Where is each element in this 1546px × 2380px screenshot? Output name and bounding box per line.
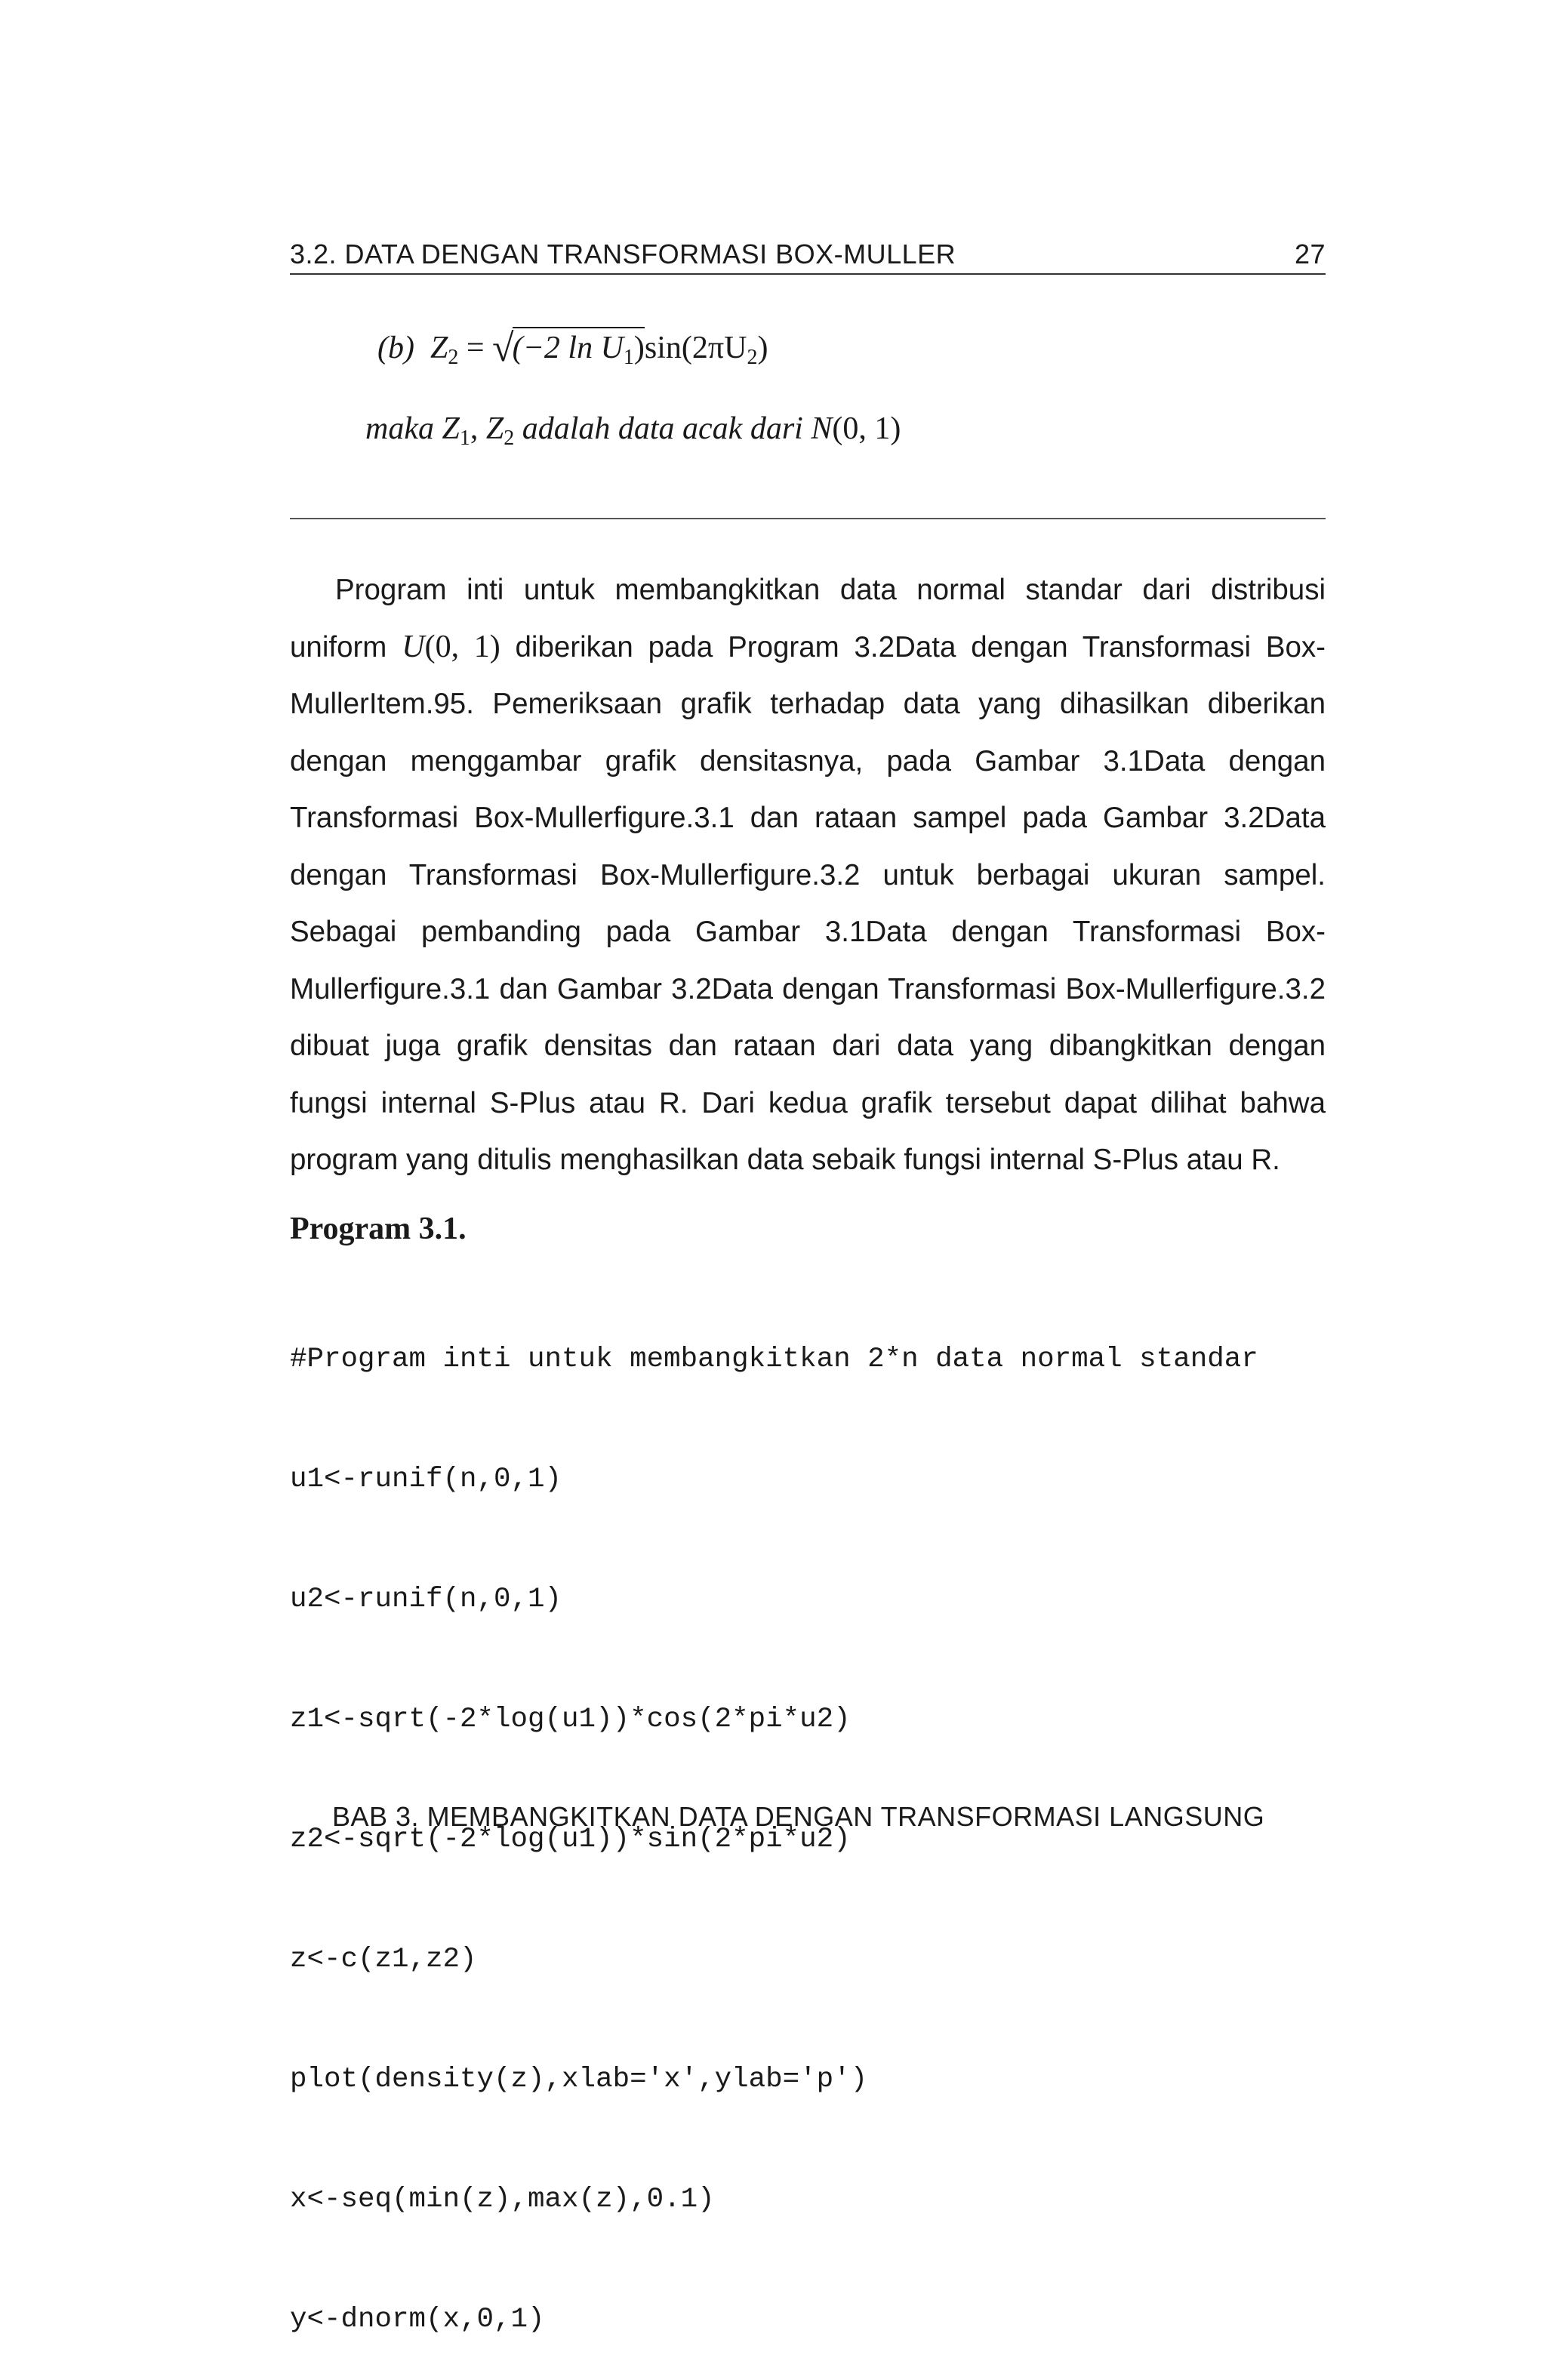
u-var: U (402, 629, 425, 664)
uniform-notation (402, 630, 500, 664)
equation-b (377, 323, 768, 368)
sqrt-close: ) (633, 331, 645, 365)
sin-close: ) (757, 331, 768, 365)
body-paragraph (290, 562, 1326, 1189)
lhs-sub: 2 (448, 346, 459, 369)
sub-1: 1 (459, 426, 470, 450)
code-line: u2<-runif(n,0,1) (290, 1584, 562, 1615)
equation-label: (b) (377, 331, 414, 365)
code-line: #Program inti untuk membangkitkan 2*n data normal standar (290, 1344, 1258, 1375)
sqrt-symbol: √ (492, 327, 514, 370)
code-line: z<-c(z1,z2) (290, 1944, 477, 1975)
conclusion-line (365, 411, 901, 450)
word-maka: maka (365, 411, 434, 446)
conclusion-text: adalah data acak dari (522, 411, 803, 446)
paragraph-rest: diberikan pada Program 3.2Data dengan Transformasi Box-MullerItem.95. Pemeriksaan grafik terhadap data yang dihasilkan diberikan dengan menggambar grafik densitasnya, pada Gambar 3.1Data dengan Transformasi Box-Mullerfigure.3.1 dan rataan sampel pada Gambar 3.2Data dengan Transformasi Box-Mullerfigure.3.2 untuk berbagai ukuran sampel. Sebagai pembanding pada Gambar 3.1Data dengan Transformasi Box-Mullerfigure.3.1 dan Gambar 3.2Data dengan Transformasi Box-Mullerfigure.3.2 dibuat juga grafik densitas dan rataan dari data yang dibangkitkan dengan fungsi internal S-Plus atau R. Dari kedua grafik tersebut dapat dilihat bahwa program yang ditulis menghasilkan data sebaik fungsi internal S-Plus atau R. (290, 630, 1326, 1176)
code-line: z1<-sqrt(-2*log(u1))*cos(2*pi*u2) (290, 1704, 851, 1735)
dist-args: (0, 1) (832, 411, 901, 446)
u-args: (0, 1) (424, 629, 500, 664)
chapter-footer: BAB 3. MEMBANGKITKAN DATA DENGAN TRANSFORMASI LANGSUNG (332, 1801, 1265, 1832)
paragraph-line1: Program inti untuk membangkitkan data normal standar dari distribusi uniform (290, 574, 1326, 664)
sin-sub: 2 (747, 346, 758, 369)
code-line: plot(density(z),xlab='x',ylab='p') (290, 2064, 868, 2095)
sub-2: 2 (504, 426, 515, 450)
dist-name: N (811, 411, 833, 446)
running-header (290, 236, 1326, 275)
page-number: 27 (1294, 239, 1326, 269)
sqrt-sub: 1 (623, 346, 634, 369)
lhs-var: Z (430, 331, 448, 365)
comma: , (470, 411, 486, 446)
code-line: x<-seq(min(z),max(z),0.1) (290, 2184, 715, 2215)
sqrt-content: (−2 ln U (512, 331, 624, 365)
code-line: z2<-sqrt(-2*log(u1))*sin(2*pi*u2) (290, 1824, 851, 1855)
var-z1: Z (442, 411, 460, 446)
section-divider (290, 518, 1326, 519)
program-title: Program 3.1. (290, 1212, 467, 1246)
header-section-title: 3.2. DATA DENGAN TRANSFORMASI BOX-MULLER (290, 239, 956, 269)
sqrt-argument (512, 327, 645, 369)
var-z2: Z (485, 411, 504, 446)
sin-term: sin(2πU (644, 331, 747, 365)
code-line: y<-dnorm(x,0,1) (290, 2304, 545, 2335)
code-line: u1<-runif(n,0,1) (290, 1464, 562, 1495)
equals-sign: = (466, 331, 485, 365)
